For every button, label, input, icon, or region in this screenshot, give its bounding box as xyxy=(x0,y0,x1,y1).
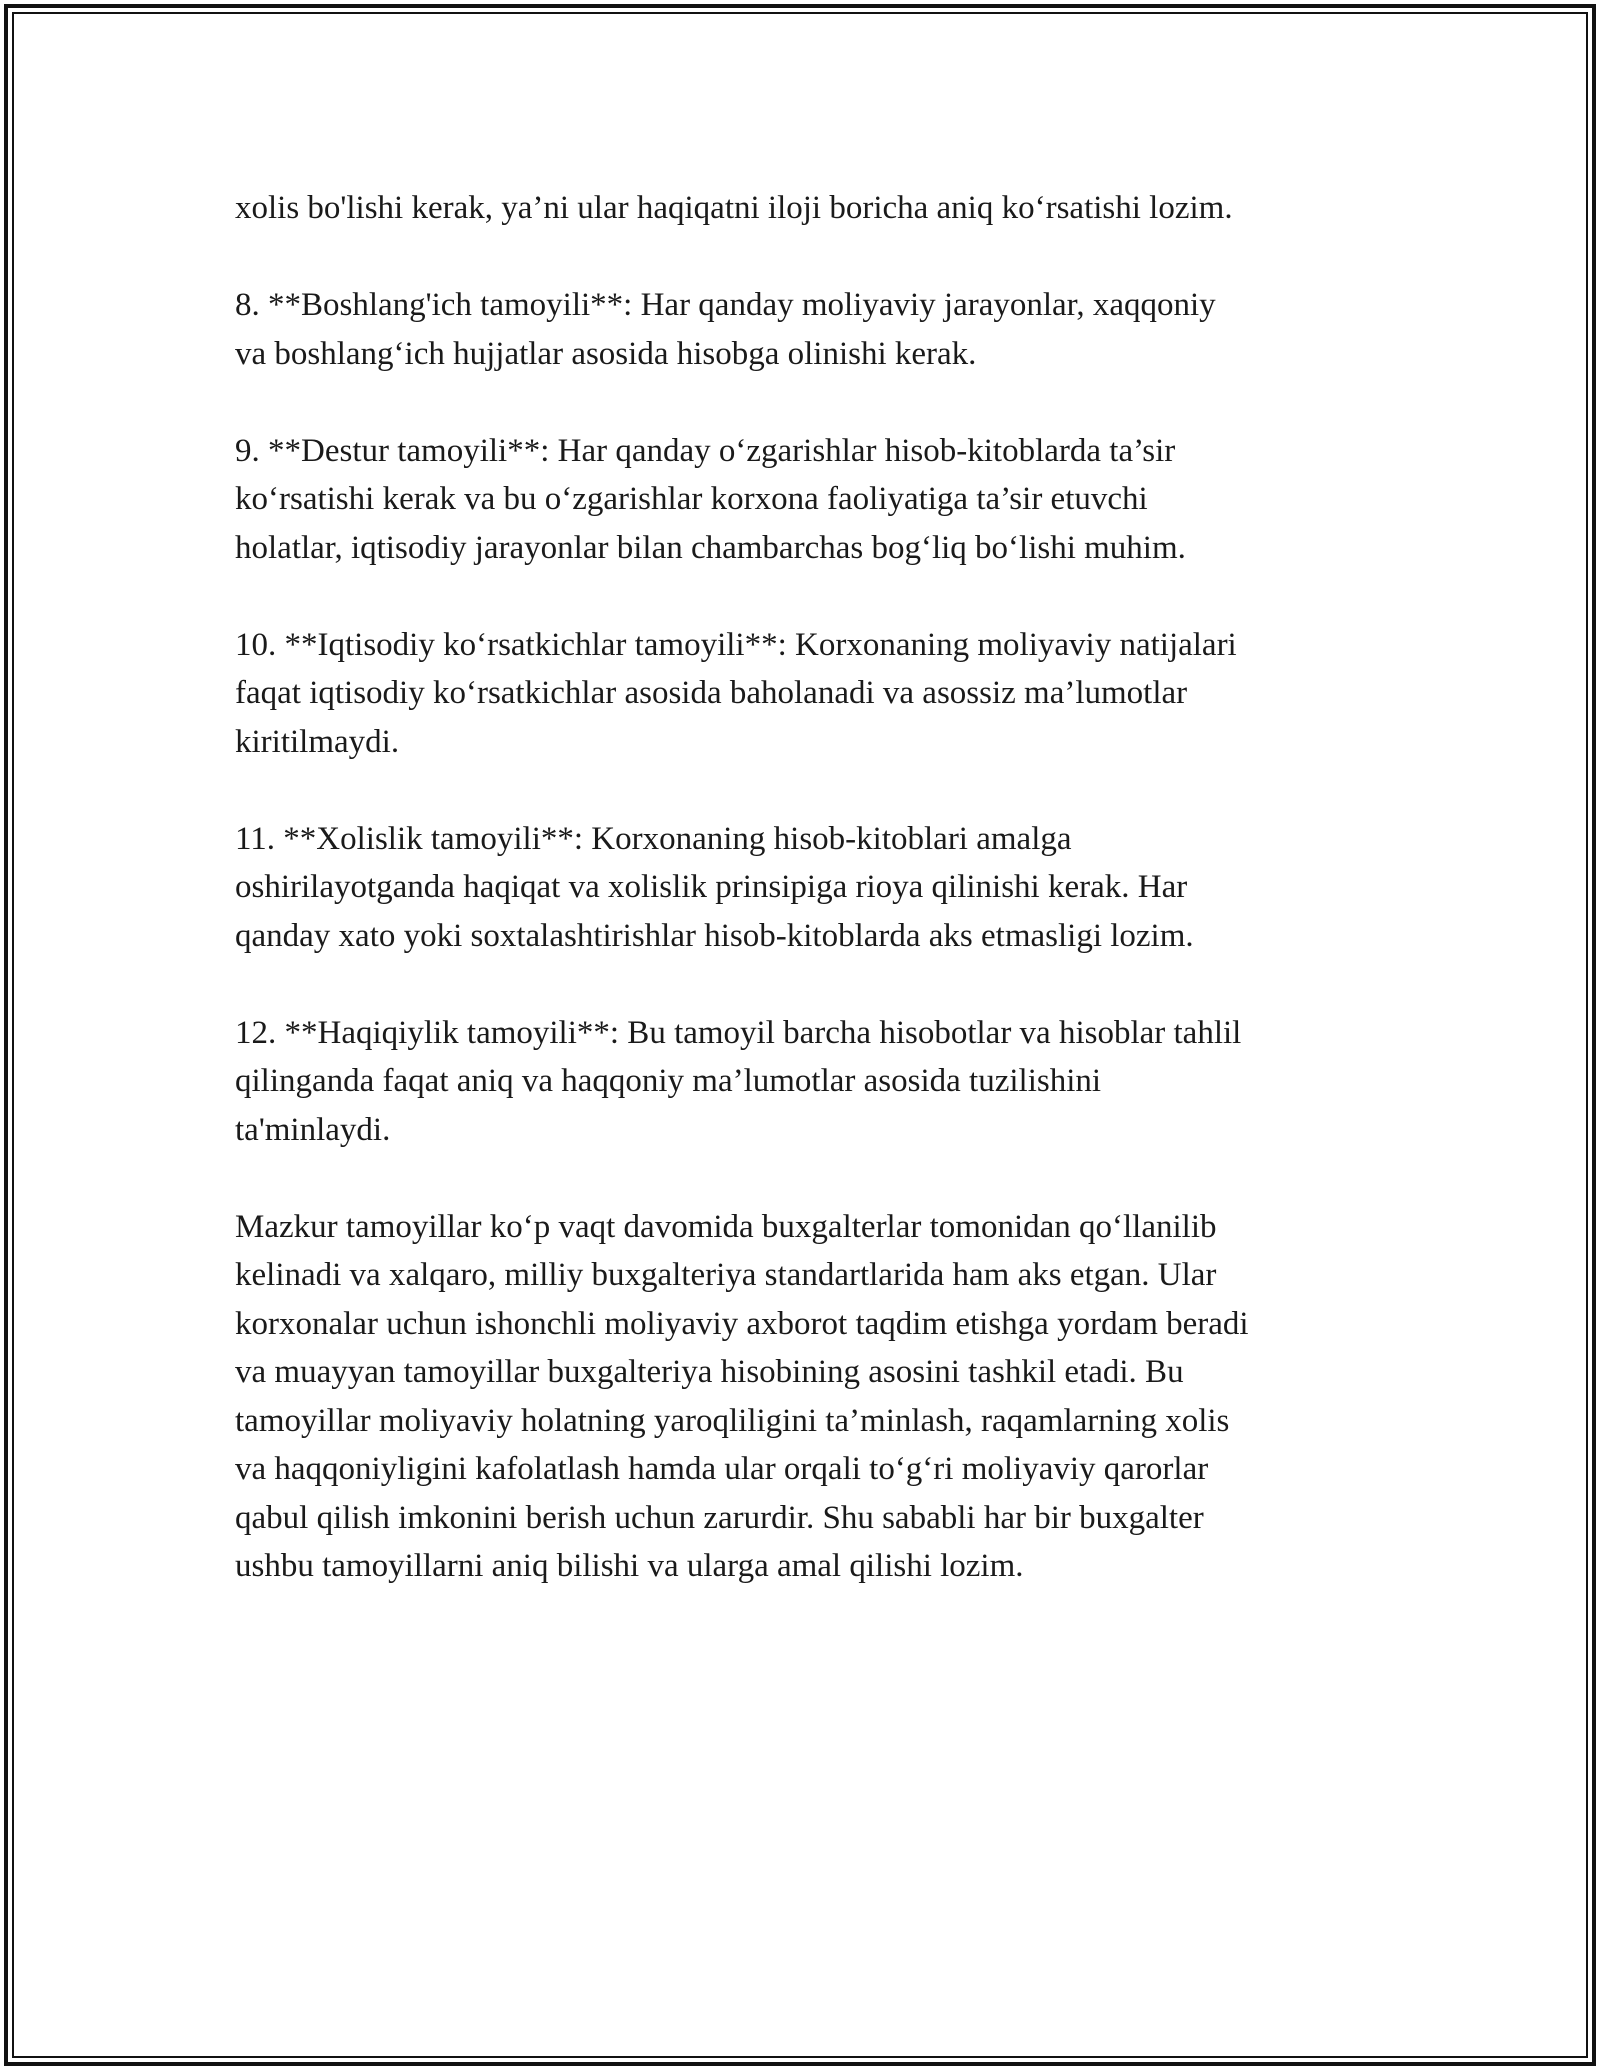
text-line: 11. **Xolislik tamoyili**: Korxonaning hisob-kitoblari amalga xyxy=(235,820,1072,857)
paragraph-item-8 xyxy=(235,281,1375,378)
text-line: Mazkur tamoyillar ko‘p vaqt davomida buxgalterlar tomonidan qo‘llanilib xyxy=(235,1208,1217,1245)
text-line: va haqqoniyligini kafolatlash hamda ular orqali to‘g‘ri moliyaviy qarorlar xyxy=(235,1451,1209,1487)
paragraph-item-11 xyxy=(235,815,1375,961)
text-line: va muayyan tamoyillar buxgalteriya hisobining asosini tashkil etadi. Bu xyxy=(235,1354,1184,1390)
text-line: ko‘rsatishi kerak va bu o‘zgarishlar korxona faoliyatiga ta’sir etuvchi xyxy=(235,481,1148,517)
text-line: kiritilmaydi. xyxy=(235,723,400,760)
paragraph-item-12 xyxy=(235,1009,1375,1155)
text-line: 8. **Boshlang'ich tamoyili**: Har qanday moliyaviy jarayonlar, xaqqoniy xyxy=(235,287,1216,323)
text-line: faqat iqtisodiy ko‘rsatkichlar asosida baholanadi va asossiz ma’lumotlar xyxy=(235,675,1188,711)
text-line: ushbu tamoyillarni aniq bilishi va ularga amal qilishi lozim. xyxy=(235,1548,1024,1584)
text-line: qilinganda faqat aniq va haqqoniy ma’lumotlar asosida tuzilishini xyxy=(235,1063,1102,1099)
text-line: korxonalar uchun ishonchli moliyaviy axborot taqdim etishga yordam beradi xyxy=(235,1305,1249,1342)
text-line: 10. **Iqtisodiy ko‘rsatkichlar tamoyili**: Korxonaning moliyaviy natijalari xyxy=(235,626,1237,663)
text-line: ta'minlaydi. xyxy=(235,1111,391,1148)
text-line: qanday xato yoki soxtalashtirishlar hisob-kitoblarda aks etmasligi lozim. xyxy=(235,917,1194,954)
text-line: holatlar, iqtisodiy jarayonlar bilan chambarchas bog‘liq bo‘lishi muhim. xyxy=(235,529,1186,566)
paragraph-item-10 xyxy=(235,621,1375,767)
paragraph-conclusion xyxy=(235,1203,1375,1591)
text-line: xolis bo'lishi kerak, ya’ni ular haqiqatni iloji boricha aniq ko‘rsatishi lozim. xyxy=(235,190,1233,226)
text-line: kelinadi va xalqaro, milliy buxgalteriya standartlarida ham aks etgan. Ular xyxy=(235,1257,1217,1293)
paragraph-continuation xyxy=(235,184,1375,233)
text-line: oshirilayotganda haqiqat va xolislik prinsipiga rioya qilinishi kerak. Har xyxy=(235,869,1188,905)
document-body xyxy=(235,184,1375,1639)
text-line: 9. **Destur tamoyili**: Har qanday o‘zgarishlar hisob-kitoblarda ta’sir xyxy=(235,432,1176,469)
text-line: va boshlang‘ich hujjatlar asosida hisobga olinishi kerak. xyxy=(235,335,977,372)
text-line: qabul qilish imkonini berish uchun zarurdir. Shu sababli har bir buxgalter xyxy=(235,1499,1204,1536)
text-line: 12. **Haqiqiylik tamoyili**: Bu tamoyil barcha hisobotlar va hisoblar tahlil xyxy=(235,1014,1242,1051)
text-line: tamoyillar moliyaviy holatning yaroqliligini ta’minlash, raqamlarning xolis xyxy=(235,1402,1230,1439)
paragraph-item-9 xyxy=(235,427,1375,573)
